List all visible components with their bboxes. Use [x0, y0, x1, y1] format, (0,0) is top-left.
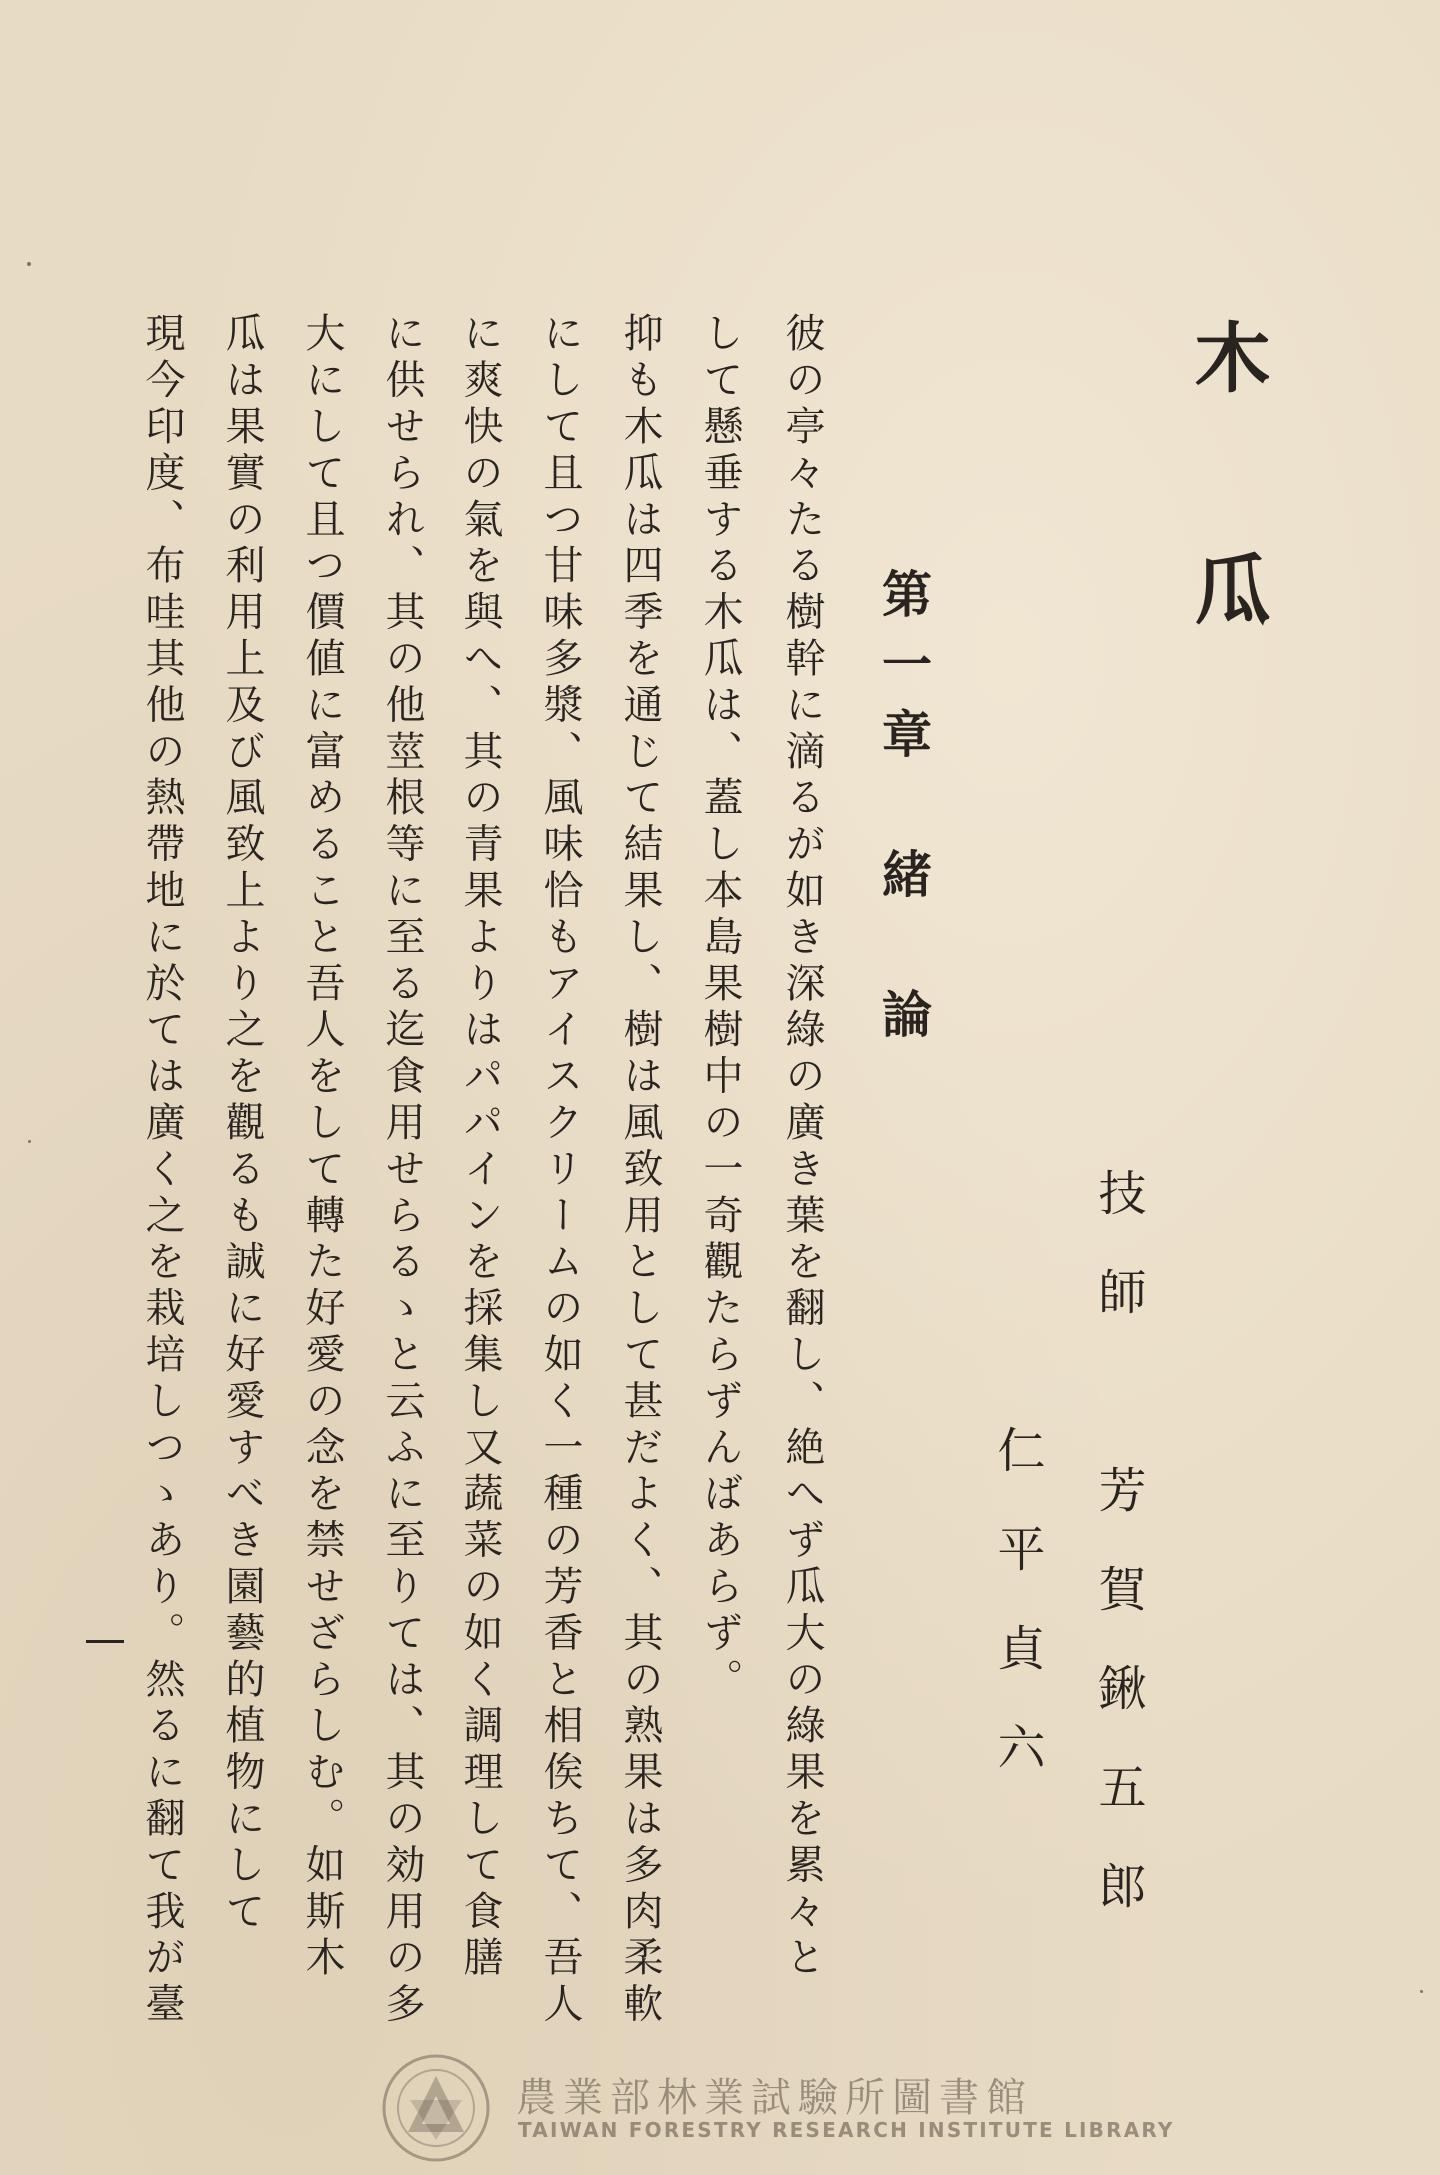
- body-line-5: に爽快の氣を與へ、其の青果よりはパパインを採集し又蔬菜の如く調理して食膳: [457, 312, 503, 1983]
- author-primary: 技師 芳賀鍬五郎: [1090, 1168, 1146, 1960]
- page-number-mark: [86, 1640, 124, 1643]
- paper-speck: [27, 262, 31, 266]
- paper-speck: [28, 1140, 31, 1143]
- body-line-9: 現今印度、布哇其他の熱帶地に於ては廣く之を栽培しつゝあり。然るに翻て我が臺: [139, 312, 185, 2029]
- page-number: [86, 1620, 87, 1621]
- library-name-chinese: 農業部林業試驗所圖書館: [516, 2075, 1033, 2121]
- body-line-2: して懸垂する木瓜は、蓋し本島果樹中の一奇觀たらずんばあらず。: [697, 312, 743, 1704]
- document-title: 木 瓜: [1182, 318, 1271, 666]
- body-line-4: にして且つ甘味多漿、風味恰もアイスクリームの如く一種の芳香と相俟ちて、吾人: [537, 312, 583, 2029]
- library-seal-icon: [380, 2052, 492, 2164]
- library-name-english: TAIWAN FORESTRY RESEARCH INSTITUTE LIBRARY: [518, 2118, 1175, 2142]
- body-line-3: 抑も木瓜は四季を通じて結果し、樹は風致用として甚だよく、其の熟果は多肉柔軟: [617, 312, 663, 2029]
- body-line-7: 大にして且つ價値に富めること吾人をして轉た好愛の念を禁せざらしむ。如斯木: [299, 312, 345, 1983]
- body-line-1: 彼の亭々たる樹幹に滴るが如き深綠の廣き葉を翻し、絶へず瓜大の綠果を累々と: [779, 312, 825, 1983]
- body-line-8: 瓜は果實の利用上及び風致上より之を觀るも誠に好愛すべき園藝的植物にして: [219, 312, 265, 1936]
- paper-speck: [1420, 1990, 1423, 1993]
- author-secondary: 仁平貞六: [989, 1425, 1045, 1821]
- body-line-6: に供せられ、其の他莖根等に至る迄食用せらるゝと云ふに至りては、其の効用の多: [379, 312, 425, 2029]
- chapter-heading: 第一章 緒 論: [874, 568, 933, 1058]
